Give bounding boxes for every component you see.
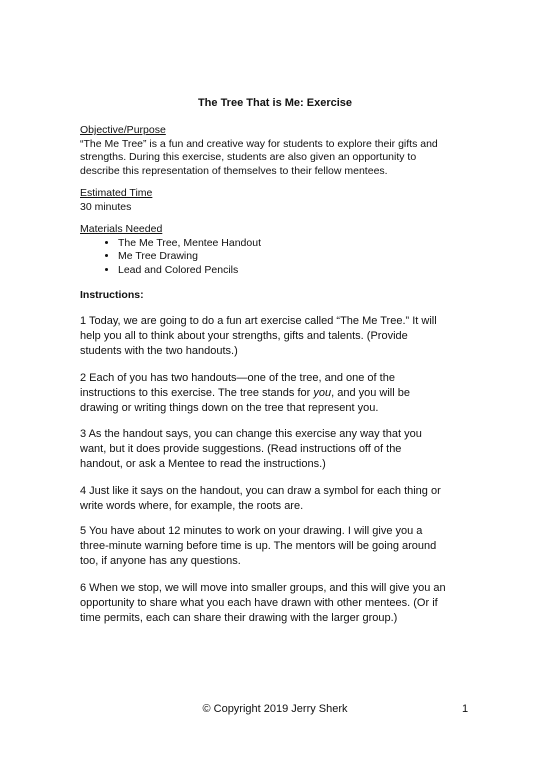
instructions-heading: Instructions: bbox=[80, 289, 144, 301]
step-line-with-emphasis bbox=[80, 386, 480, 401]
step-line: too, if anyone has any questions. bbox=[80, 555, 241, 567]
copyright-text: © Copyright 2019 Jerry Sherk bbox=[202, 703, 348, 715]
instruction-step-4 bbox=[80, 484, 480, 514]
step-line: drawing or writing things down on the tree that represent you. bbox=[80, 402, 379, 414]
objective-line: strengths. During this exercise, students are also given an opportunity to bbox=[80, 151, 417, 163]
estimated-time-heading: Estimated Time bbox=[80, 187, 153, 199]
document-title: The Tree That is Me: Exercise bbox=[197, 97, 353, 109]
step-line: help you all to think about your strengths, gifts and talents. (Provide bbox=[80, 330, 408, 342]
step-line: 2 Each of you has two handouts—one of the tree, and one of the bbox=[80, 372, 395, 384]
step-line: three-minute warning before time is up. The mentors will be going around bbox=[80, 540, 437, 552]
materials-heading: Materials Needed bbox=[80, 223, 163, 235]
objective-line: “The Me Tree” is a fun and creative way for students to explore their gifts and bbox=[80, 137, 438, 150]
instruction-step-1 bbox=[80, 314, 480, 359]
step-line: 4 Just like it says on the handout, you can draw a symbol for each thing or bbox=[80, 485, 441, 497]
materials-list-item: • Me Tree Drawing bbox=[118, 250, 480, 264]
materials-list bbox=[80, 237, 480, 278]
estimated-time-section bbox=[80, 187, 480, 214]
page-number: 1 bbox=[462, 703, 469, 715]
step-text: instructions to this exercise. The tree stands for bbox=[80, 387, 314, 399]
objective-heading: Objective/Purpose bbox=[80, 124, 166, 136]
estimated-time-value: 30 minutes bbox=[80, 200, 132, 213]
instruction-step-6 bbox=[80, 581, 480, 626]
instructions-heading-section bbox=[80, 289, 480, 303]
objective-section bbox=[80, 124, 480, 178]
step-line: write words where, for example, the roots are. bbox=[80, 500, 304, 512]
materials-section bbox=[80, 223, 480, 277]
step-line: 6 When we stop, we will move into smaller groups, and this will give you an bbox=[80, 582, 446, 594]
step-line: handout, or ask a Mentee to read the instructions.) bbox=[80, 458, 326, 470]
step-line: opportunity to share what you each have drawn with other mentees. (Or if bbox=[80, 597, 438, 609]
objective-line: describe this representation of themselves to their fellow mentees. bbox=[80, 164, 388, 177]
instruction-step-2 bbox=[80, 371, 480, 416]
step-line: 5 You have about 12 minutes to work on your drawing. I will give you a bbox=[80, 525, 423, 537]
step-line: students with the two handouts.) bbox=[80, 345, 238, 357]
step-line: 3 As the handout says, you can change this exercise any way that you bbox=[80, 428, 422, 440]
step-text: , and you will be bbox=[331, 387, 410, 399]
step-line: 1 Today, we are going to do a fun art exercise called “The Me Tree.” It will bbox=[80, 315, 437, 327]
step-line: want, but it does provide suggestions. (Read instructions off of the bbox=[80, 443, 402, 455]
materials-list-item: • Lead and Colored Pencils bbox=[118, 264, 480, 278]
emphasis-text: you bbox=[313, 387, 332, 399]
materials-list-item: • The Me Tree, Mentee Handout bbox=[118, 237, 480, 251]
step-line: time permits, each can share their drawing with the larger group.) bbox=[80, 612, 398, 624]
instruction-step-5 bbox=[80, 524, 480, 569]
instruction-step-3 bbox=[80, 427, 480, 472]
